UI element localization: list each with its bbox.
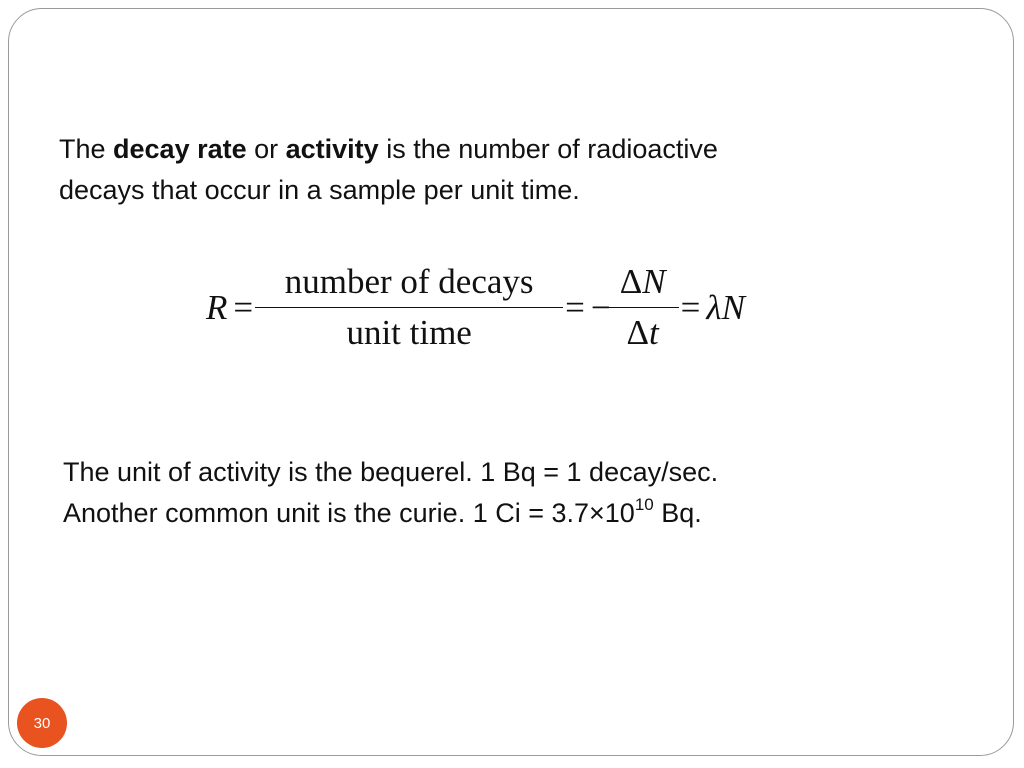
eq-lambda: λ bbox=[706, 287, 722, 327]
delta-symbol: Δ bbox=[619, 262, 643, 301]
eq-lhs-r: R bbox=[206, 287, 228, 327]
units-line1: The unit of activity is the bequerel. 1 Bq = 1 decay/sec. bbox=[63, 457, 719, 487]
units-line2-prefix: Another common unit is the curie. 1 Ci = 3.7×10 bbox=[63, 498, 635, 528]
units-paragraph bbox=[63, 452, 718, 534]
page-number-badge bbox=[17, 698, 67, 748]
eq-equals-2: = bbox=[565, 287, 585, 327]
para1-prefix: The bbox=[59, 134, 114, 164]
term-activity: activity bbox=[285, 134, 379, 164]
var-n: N bbox=[642, 262, 666, 301]
eq-equals-3: = bbox=[680, 287, 701, 327]
exponent: 10 bbox=[634, 495, 654, 514]
delta-symbol: Δ bbox=[626, 313, 650, 352]
activity-equation bbox=[206, 262, 745, 353]
eq-fraction-words bbox=[261, 262, 557, 353]
eq-minus: − bbox=[590, 287, 611, 327]
page-number: 30 bbox=[33, 714, 51, 732]
slide-frame bbox=[8, 8, 1014, 756]
eq-rhs-n: N bbox=[721, 287, 745, 327]
eq-fraction-delta bbox=[613, 262, 673, 353]
var-t: t bbox=[649, 313, 659, 352]
eq-equals-1: = bbox=[233, 287, 254, 327]
decay-rate-definition bbox=[59, 129, 718, 211]
units-line2-suffix: Bq. bbox=[653, 498, 702, 528]
term-decay-rate: decay rate bbox=[113, 134, 247, 164]
eq-fraction-words-denominator: unit time bbox=[255, 307, 563, 353]
eq-fraction-delta-denominator bbox=[607, 307, 679, 353]
para1-mid: or bbox=[246, 134, 286, 164]
eq-fraction-delta-numerator bbox=[614, 262, 672, 307]
para1-line2: decays that occur in a sample per unit time. bbox=[59, 175, 580, 205]
eq-fraction-words-numerator: number of decays bbox=[284, 262, 534, 301]
para1-rest: is the number of radioactive bbox=[378, 134, 718, 164]
